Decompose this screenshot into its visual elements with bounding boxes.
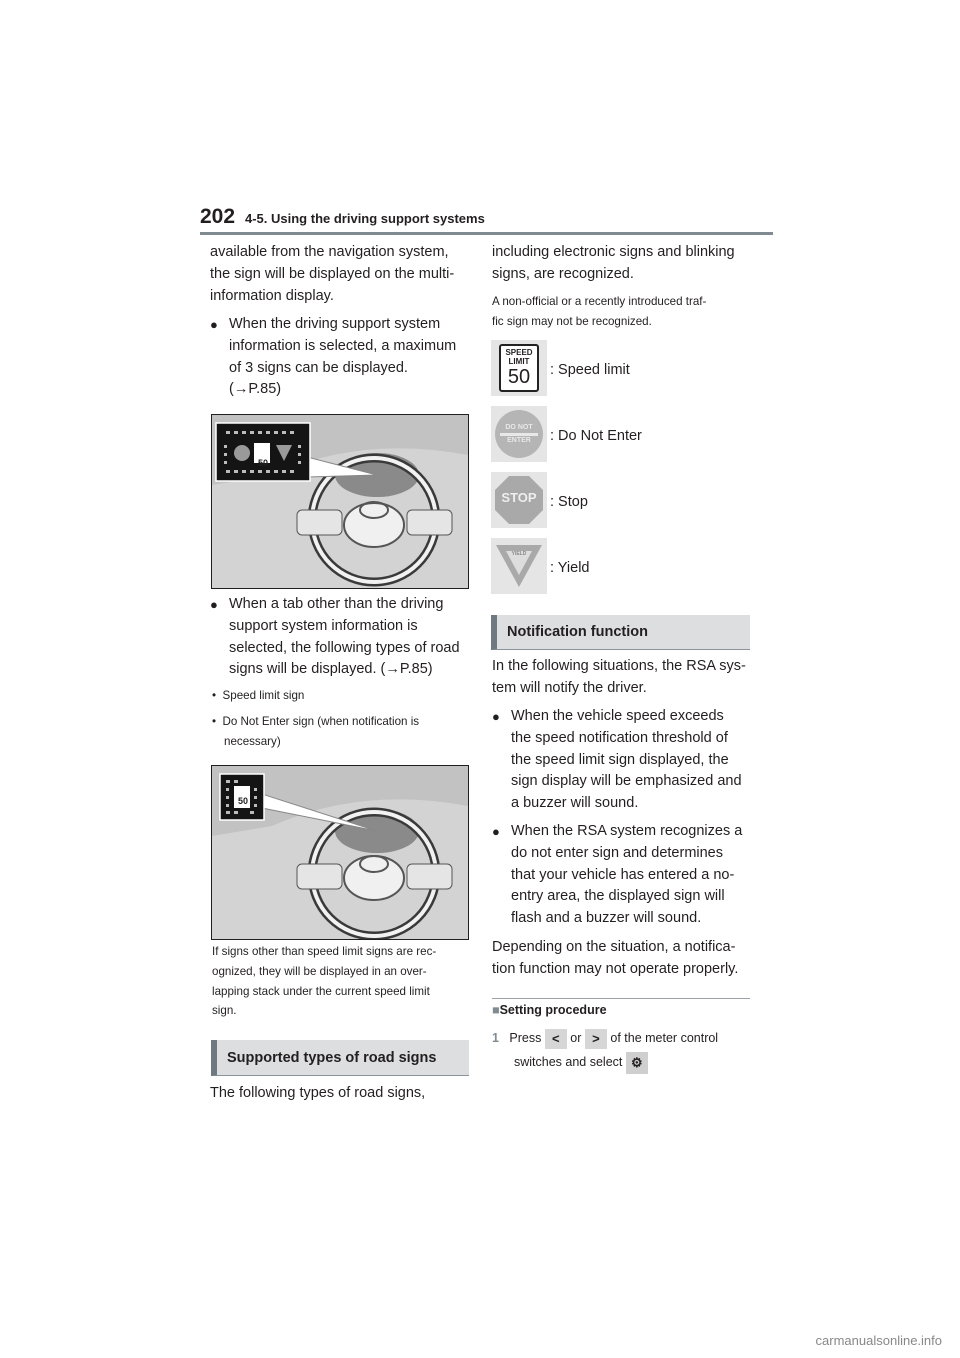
line: the speed notification threshold of [511,729,728,746]
square-icon: ■ [492,1003,500,1017]
line: information display. [210,287,334,304]
line: In the following situations, the RSA sys- [492,658,746,674]
line: signs, are recognized. [492,265,634,282]
step-text: or [570,1031,582,1045]
sub-bullet-text: Do Not Enter sign (when notification is [222,715,420,728]
line: When the vehicle speed exceeds [511,708,724,724]
step-text: of the meter control [610,1031,719,1045]
sign-text: ENTER [507,436,531,444]
line: a buzzer will sound. [511,795,639,812]
line: (→P.85) [229,381,282,398]
figure1-sign-value: 50 [258,458,269,468]
left-intro [210,242,454,307]
sign-row-do-not-enter [491,406,642,462]
sign-value: 50 [507,366,531,388]
sign-row-yield [491,538,590,594]
figure2-sign-value: 50 [238,796,249,806]
sign-text: STOP [501,490,537,505]
sign-row-stop [491,472,588,528]
setting-procedure-title [492,1003,607,1017]
dashboard-figure-1 [211,414,469,589]
line: A non-official or a recently introduced traf- [492,295,707,308]
right-note [492,292,762,332]
sub-bullet-icon: • [212,715,217,728]
line: tem will notify the driver. [492,679,647,696]
setting-title-text: Setting procedure [499,1003,607,1017]
sub-bullet-do-not-enter [212,712,472,752]
step-number: 1 [492,1031,499,1045]
bullet-no-entry [492,821,757,931]
line: do not enter sign and determines [511,844,723,861]
sign-label: : Speed limit [550,362,630,378]
line: If signs other than speed limit signs are rec- [212,945,437,958]
setting-divider [492,998,750,999]
line: sign. [212,1004,237,1018]
watermark: carmanualsonline.info [815,1333,942,1348]
dashboard-figure-2 [211,765,469,940]
line: selected, the following types of road [229,639,460,656]
section-title: 4-5. Using the driving support systems [245,211,485,226]
line: ognized, they will be displayed in an over- [212,964,427,978]
sign-label: : Yield [550,560,590,576]
yield-triangle [494,543,544,589]
bullet-icon: ● [210,317,218,332]
steering-wheel-illustration [212,766,468,939]
line: support system information is [229,617,418,634]
sign-text: YIELD [511,551,527,557]
bullet-speed-exceeds [492,706,757,816]
line: lapping stack under the current speed limit [212,984,430,998]
chevron-left-icon: < [545,1029,567,1049]
yield-icon [491,538,547,594]
line: including electronic signs and blinking [492,244,735,260]
sub-bullet-text: Speed limit sign [222,689,305,702]
sub-bullet-speed-limit [212,686,304,706]
line: entry area, the displayed sign will [511,888,725,905]
sign-text: SPEED [505,348,533,357]
bullet-icon: ● [210,597,218,612]
right-para2 [492,937,738,981]
do-not-enter-icon [491,406,547,462]
line: fic sign may not be recognized. [492,314,652,328]
bullet-max-signs [210,314,470,404]
chevron-right-icon: > [585,1029,607,1049]
sign-text: LIMIT [508,357,530,366]
setting-step-1 [492,1026,762,1074]
sub-bullet-icon: • [212,689,217,702]
sign-label: : Do Not Enter [550,428,642,444]
line: available from the navigation system, [210,244,449,260]
stop-icon [491,472,547,528]
right-para [492,656,746,700]
header-rule [200,232,773,235]
line: the sign will be displayed on the multi- [210,265,455,282]
step-text: switches and select [514,1055,623,1069]
steering-wheel-illustration [212,415,468,588]
bullet-tab-other [210,594,475,684]
heading-supported-signs [211,1040,469,1076]
line: Depending on the situation, a notifica- [492,939,736,955]
line: sign display will be emphasized and [511,773,742,790]
line: When the driving support system [229,316,441,332]
line: signs will be displayed. (→P.85) [229,661,433,678]
speed-limit-icon [491,340,547,396]
line: tion function may not operate properly. [492,960,739,977]
step-text: Press [509,1031,542,1045]
right-intro [492,242,735,286]
line: When a tab other than the driving [229,596,444,612]
sign-row-speed-limit [491,340,630,396]
bullet-icon: ● [492,709,500,724]
line: the speed limit sign displayed, the [511,751,729,768]
line: information is selected, a maximum [229,337,457,354]
sign-text: DO NOT [505,423,533,431]
bullet-icon: ● [492,824,500,839]
left-closing: The following types of road signs, [210,1085,426,1101]
sign-label: : Stop [550,494,588,510]
page-number: 202 [200,205,236,228]
line: flash and a buzzer will sound. [511,910,702,927]
heading-text: Notification function [507,624,648,640]
gear-icon: ⚙ [626,1052,648,1074]
left-note [212,942,472,1021]
line: of 3 signs can be displayed. [229,359,408,376]
line: When the RSA system recognizes a [511,823,743,839]
heading-notification [491,615,750,650]
sub-bullet-text: necessary) [224,734,281,748]
line: that your vehicle has entered a no- [511,866,735,883]
heading-text: Supported types of road signs [227,1049,437,1066]
